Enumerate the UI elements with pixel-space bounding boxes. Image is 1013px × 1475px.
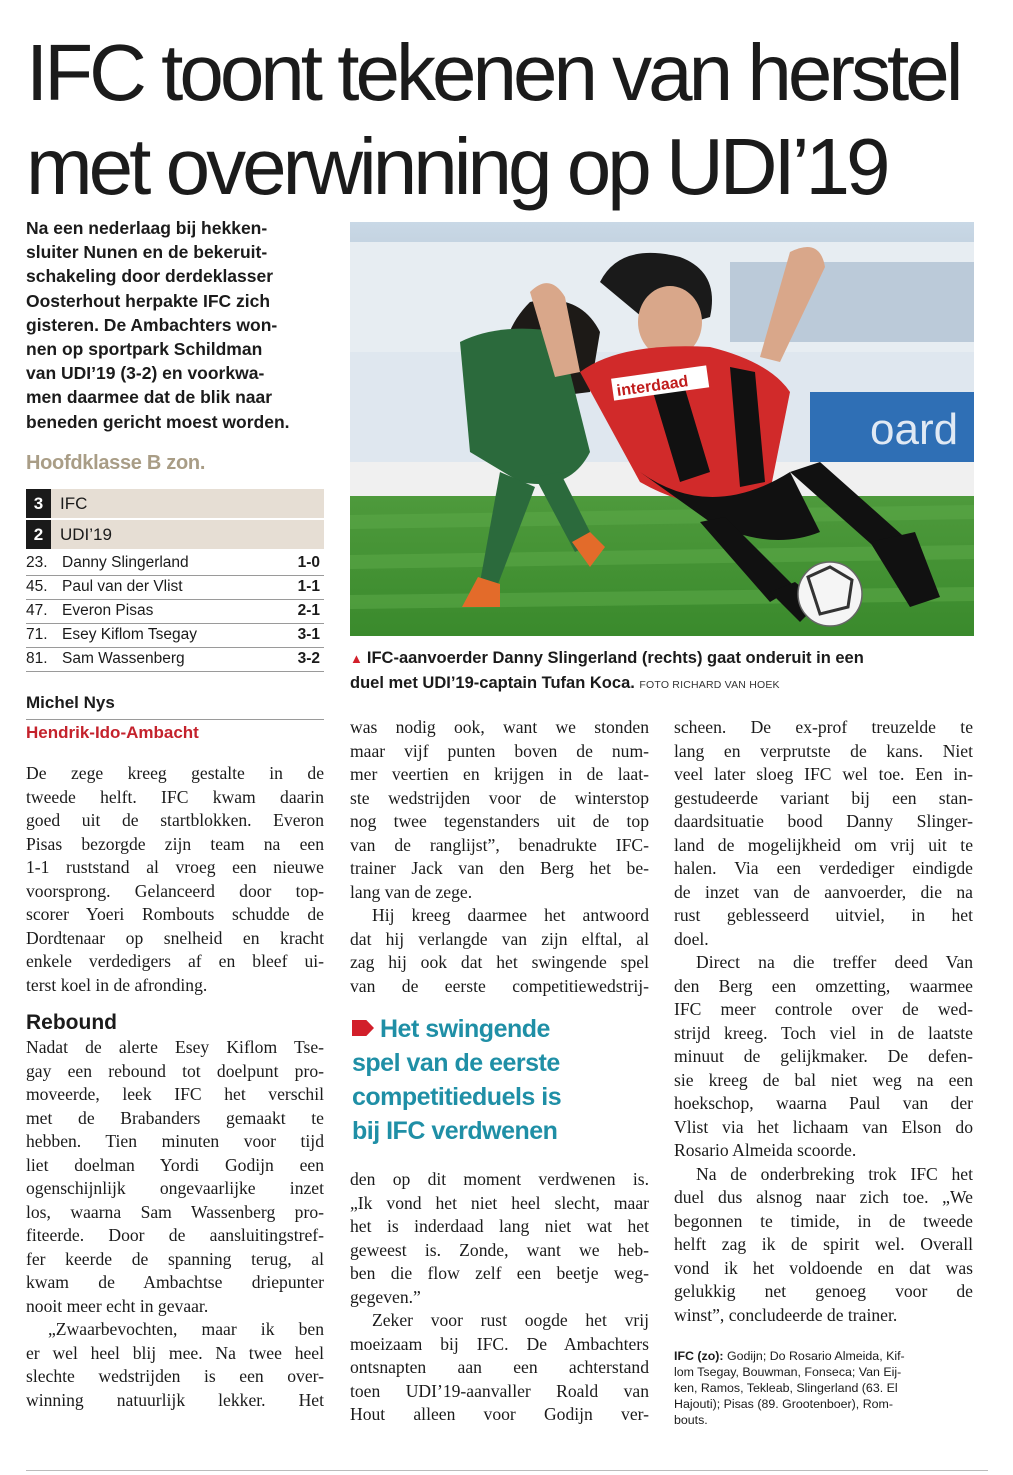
body-line: van de ranglijst”, benadrukte IFC- [350,834,649,855]
body-line: gegeven.” [350,1286,421,1307]
body-line: Direct na die treffer deed Van [696,952,973,972]
body-line: rust geblesseerd uitviel, in het [674,905,973,925]
body-line: scorer Yoeri Rombouts schudde de [26,904,324,924]
body-line: voorsprong. Gelanceerd door top- [26,880,324,901]
body-line: den Berg een omzetting, waarmee [674,975,973,996]
body-line: gay een rebound tot doelpunt pro- [26,1060,324,1081]
arrow-marker-icon [352,1020,374,1036]
body-line: gestudeerde variant bij een stan- [674,787,973,808]
intro-line: sluiter Nunen en de bekeruit- [26,242,268,263]
pull-quote-line [352,1012,652,1046]
goal-scorer: Paul van der Vlist [62,578,183,595]
team-name: IFC [60,494,88,513]
body-line: zag hij ook dat het swingende spel [350,952,649,972]
article-column-3 [674,716,973,1327]
team-row-home [26,489,324,518]
goal-scorer: Danny Slingerland [62,554,189,571]
body-line: geweest is. Zonde, want we heb- [350,1239,649,1260]
body-line: terst koel in de afronding. [26,974,208,995]
intro-line: nen op sportpark Schildman [26,339,263,360]
page-bottom-rule [26,1470,988,1471]
body-line: sie kreeg de bal niet weg na een [674,1069,973,1090]
body-line: slechte wedstrijden is een over- [26,1366,324,1386]
body-line: de inzet van de aanvoerder, die na [674,881,973,902]
body-line: los, waarna Sam Wassenberg pro- [26,1201,324,1222]
body-line: „Zwaarbevochten, maar ik ben [48,1319,324,1339]
body-line: Pisas bezorgde zijn team na een [26,833,324,854]
lineup-label: IFC (zo): [674,1349,724,1363]
body-line: was nodig ook, want we stonden [350,717,649,737]
team-score: 3 [26,489,51,518]
goal-row [26,575,324,600]
pull-quote [352,1012,652,1148]
subheading-rebound: Rebound [26,1011,117,1034]
goal-row [26,551,324,576]
body-line: lang van de zege. [350,881,473,902]
body-line: ontsnapten aan een achterstand [350,1357,649,1377]
body-line: ogenschijnlijk ongevaarlijke inzet [26,1178,324,1198]
byline-divider [26,719,324,720]
body-line: mer veertien en krijgen in de laat- [350,764,649,784]
goal-minute: 23. [26,554,48,571]
shirt-sponsor: interdaad [615,373,690,401]
article-column-1 [26,762,324,1412]
goal-minute: 71. [26,626,48,643]
body-line: ben die flow zelf een beetje weg- [350,1263,649,1283]
body-line: 1-1 ruststand al vroeg een nieuwe [26,857,324,877]
pull-quote-line: spel van de eerste [352,1049,560,1077]
body-line: met de Brabanders gemaakt te [26,1107,324,1128]
lineup-line: Hajouti); Pisas (89. Grootenboer), Rom- [674,1397,893,1411]
body-line: land de mogelijkheid om vrij uit te [674,834,973,855]
triangle-up-icon: ▲ [350,651,363,666]
intro-line: schakeling door derdeklasser [26,266,274,287]
body-line: toen UDI’19-aanvaller Roald van [350,1380,649,1401]
body-line: vond ik het voldoende en dat was [674,1257,973,1278]
goal-row [26,623,324,648]
goal-result: 1-1 [297,578,320,595]
body-line: „Ik vond het niet heel slecht, maar [350,1192,649,1213]
football-duel-illustration [350,222,974,636]
team-score: 2 [26,520,51,549]
article-column-2-continued [350,1168,649,1427]
body-line: maar vijf punten boven de num- [350,740,649,761]
intro-line: beneden gericht moest worden. [26,411,290,432]
body-line: doel. [674,928,709,949]
body-line: den op dit moment verdwenen is. [350,1169,649,1189]
body-line: goed uit de startblokken. Everon [26,810,324,830]
goal-minute: 47. [26,602,48,619]
body-line: Hij kreeg daarmee het antwoord [372,905,649,925]
body-line: fiteerde. Door de aansluitingstref- [26,1225,324,1245]
body-line: nog twee tegenstanders uit de top [350,811,649,831]
body-line: begonnen te timide, in de tweede [674,1210,973,1231]
pull-quote-text: Het swingende [380,1015,550,1043]
goal-result: 1-0 [297,554,320,571]
body-line: Vlist via het lichaam van Elson do [674,1116,973,1137]
match-photo [350,222,974,636]
body-line: winst”, concludeerde de trainer. [674,1304,898,1325]
body-line: IFC meer controle over de wed- [674,999,973,1019]
goal-minute: 45. [26,578,48,595]
lineup-text: Godijn; Do Rosario Almeida, Kif- [727,1349,905,1363]
body-line: moveerde, leek IFC het verschil [26,1084,324,1104]
body-line: van de eerste competitiewedstrij- [350,975,649,996]
body-line: hoekschop, waarna Paul van der [674,1093,973,1113]
headline [26,26,996,214]
body-line: fer keerde de spanning terug, al [26,1248,324,1269]
goal-scorer: Esey Kiflom Tsegay [62,626,197,643]
body-line: Dordtenaar op snelheid en kracht [26,927,324,948]
intro-line: gisteren. De Ambachters won- [26,314,278,335]
body-line: Zeker voor rust oogde het vrij [372,1310,649,1330]
body-line: Na de onderbreking trok IFC het [696,1163,973,1184]
league-title: Hoofdklasse B zon. [26,452,206,474]
lineup-line [674,1348,974,1364]
body-line: kwam de Ambachtse driepunter [26,1272,324,1292]
goal-result: 3-2 [297,650,320,667]
body-line: minuut de gelijkmaker. De defen- [674,1046,973,1066]
body-line: scheen. De ex-prof treuzelde te [674,717,973,737]
goal-scorer: Sam Wassenberg [62,650,185,667]
svg-text:oard: oard [870,405,959,454]
caption-line-1 [350,646,980,671]
body-line: daardsituatie bood Danny Slinger- [674,811,973,831]
intro-line: Na een nederlaag bij hekken- [26,218,268,238]
body-line: duel dus alsnog naar zich toe. „We [674,1187,973,1207]
pull-quote-line: competitieduels is [352,1083,562,1111]
body-line: trainer Jack van den Berg het be- [350,858,649,878]
body-line: halen. Via een verdediger eindigde [674,858,973,878]
body-line: ste wedstrijden voor de winterstop [350,787,649,808]
lineup-line: ken, Ramos, Tekleab, Slingerland (63. El [674,1381,898,1395]
body-line: veel later sloeg IFC wel toe. Een in- [674,764,973,784]
body-line: winning natuurlijk lekker. Het [26,1389,324,1410]
goal-row [26,647,324,672]
dateline-place: Hendrik-Ido-Ambacht [26,723,199,742]
article-column-2 [350,716,649,998]
author-name: Michel Nys [26,693,115,712]
team-lineup [674,1348,974,1428]
goal-minute: 81. [26,650,48,667]
goal-result: 2-1 [297,602,320,619]
intro-lead [26,216,331,434]
body-line: moeizaam bij IFC. De Ambachters [350,1333,649,1354]
intro-line: men daarmee dat de blik naar [26,387,273,408]
intro-line: van UDI’19 (3-2) en voorkwa- [26,363,265,384]
body-line: Rosario Almeida scoorde. [674,1140,857,1160]
team-row-away [26,520,324,549]
caption-text-1: IFC-aanvoerder Danny Slingerland (rechts) gaat onderuit in een [366,649,864,667]
body-line: het is inderdaad lang niet wat het [350,1216,649,1236]
caption-line-2 [350,671,980,697]
body-line: lang en verprutste de kans. Niet [674,740,973,761]
photo-credit: FOTO RICHARD VAN HOEK [639,679,780,691]
goal-scorer: Everon Pisas [62,602,154,619]
goal-row [26,599,324,624]
body-line: dat hij verlangde van zijn elftal, al [350,928,649,949]
lineup-line: lom Tsegay, Bouwman, Fonseca; Van Eij- [674,1365,902,1379]
headline-line-2: met overwinning op UDI’19 [26,122,887,211]
body-line: gelukkig net genoeg voor de [674,1281,973,1301]
body-line: er wel heel blij mee. Na twee heel [26,1342,324,1363]
body-line: enkele verdedigers af en bleef ui- [26,951,324,971]
body-line: De zege kreeg gestalte in de [26,763,324,783]
body-line: strijd kreeg. Toch viel in de laatste [674,1022,973,1043]
body-line: liet doelman Yordi Godijn een [26,1154,324,1175]
pull-quote-line: bij IFC verdwenen [352,1117,558,1145]
body-line: helft zag ik de spirit wel. Overall [674,1234,973,1254]
caption-text-2: duel met UDI’19-captain Tufan Koca. [350,674,635,692]
body-line: hebben. Tien minuten voor tijd [26,1131,324,1151]
photo-caption [350,646,980,697]
body-line: Nadat de alerte Esey Kiflom Tse- [26,1037,324,1057]
headline-line-1: IFC toont tekenen van herstel [26,28,960,117]
body-line: tweede helft. IFC kwam daarin [26,786,324,807]
body-line: nooit meer echt in gevaar. [26,1295,209,1316]
goal-result: 3-1 [297,626,320,643]
intro-line: Oosterhout herpakte IFC zich [26,290,271,311]
lineup-line: bouts. [674,1413,708,1427]
team-name: UDI’19 [60,525,112,544]
body-line: Hout alleen voor Godijn ver- [350,1404,649,1424]
